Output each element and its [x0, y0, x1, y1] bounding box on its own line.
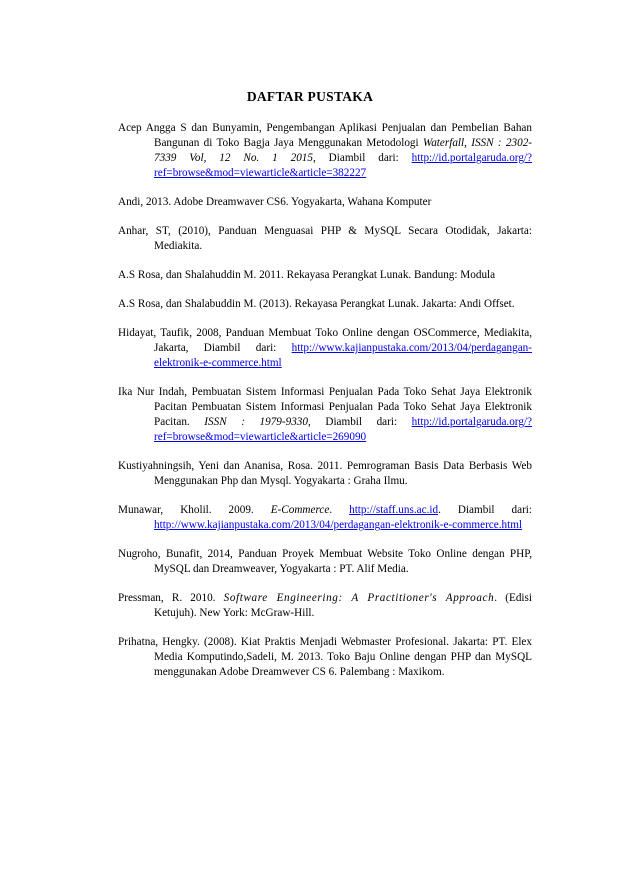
- reference-item: A.S Rosa, dan Shalabuddin M. (2013). Rekayasa Perangkat Lunak. Jakarta: Andi Offset.: [118, 298, 515, 310]
- reference-item: Kustiyahningsih, Yeni dan Ananisa, Rosa. 2011. Pemrograman Basis Data Berbasis Web Menggunakan Php dan Mysql. Yogyakarta : Graha Ilmu.: [118, 460, 532, 487]
- reference-item: Munawar, Kholil. 2009. E-Commerce. http://staff.uns.ac.id. Diambil dari: http://www.kajianpustaka.com/2013/04/perdagangan-elektronik-e-commerce.html: [118, 504, 533, 531]
- reference-link[interactable]: http://id.portalgaruda.org/?ref=browse&mod=viewarticle&article=382227: [154, 152, 532, 179]
- reference-item: Ika Nur Indah, Pembuatan Sistem Informasi Penjualan Pada Toko Sehat Jaya Elektronik Pacitan Pembuatan Sistem Informasi Penjualan Pada Toko Sehat Jaya Elektronik Pacitan. ISSN : 1979-9330, Diambil dari: http://id.portalgaruda.org/?ref=browse&mod=viewarticle&article=269090: [118, 386, 532, 443]
- reference-item: Pressman, R. 2010. Software Engineering: A Practitioner's Approach. (Edisi Ketujuh). New York: McGraw-Hill.: [118, 592, 532, 619]
- reference-link[interactable]: http://www.kajianpustaka.com/2013/04/perdagangan-elektronik-e-commerce.html: [154, 519, 523, 531]
- reference-link[interactable]: http://id.portalgaruda.org/?ref=browse&mod=viewarticle&article=269090: [154, 416, 532, 443]
- reference-link[interactable]: http://www.kajianpustaka.com/2013/04/perdagangan-elektronik-e-commerce.html: [154, 342, 532, 369]
- page-title: DAFTAR PUSTAKA: [246, 89, 374, 104]
- reference-item: Hidayat, Taufik, 2008, Panduan Membuat Toko Online dengan OSCommerce, Mediakita, Jakarta, Diambil dari: http://www.kajianpustaka.com/2013/04/perdagangan-elektronik-e-commerce.html: [118, 327, 532, 369]
- reference-item: Prihatna, Hengky. (2008). Kiat Praktis Menjadi Webmaster Profesional. Jakarta: PT. Elex Media Komputindo,Sadeli, M. 2013. Toko Baju Online dengan PHP dan MySQL menggunakan Adobe Dreamwever CS 6. Palembang : Maxikom.: [118, 636, 532, 678]
- reference-item: Andi, 2013. Adobe Dreamwaver CS6. Yogyakarta, Wahana Komputer: [118, 196, 432, 208]
- reference-item: Anhar, ST, (2010), Panduan Menguasai PHP & MySQL Secara Otodidak, Jakarta: Mediakita.: [118, 225, 532, 252]
- reference-item: Acep Angga S dan Bunyamin, Pengembangan Aplikasi Penjualan dan Pembelian Bahan Bangunan di Toko Bagja Jaya Menggunakan Metodologi Waterfall, ISSN : 2302-7339 Vol, 12 No. 1 2015, Diambil dari: http://id.portalgaruda.org/?ref=browse&mod=viewarticle&article=382227: [118, 122, 533, 179]
- reference-link[interactable]: http://staff.uns.ac.id: [349, 504, 439, 516]
- reference-item: Nugroho, Bunafit, 2014, Panduan Proyek Membuat Website Toko Online dengan PHP, MySQL dan Dreamweaver, Yogyakarta : PT. Alif Media.: [118, 548, 532, 575]
- reference-item: A.S Rosa, dan Shalahuddin M. 2011. Rekayasa Perangkat Lunak. Bandung: Modula: [118, 269, 496, 281]
- reference-list: [118, 121, 532, 694]
